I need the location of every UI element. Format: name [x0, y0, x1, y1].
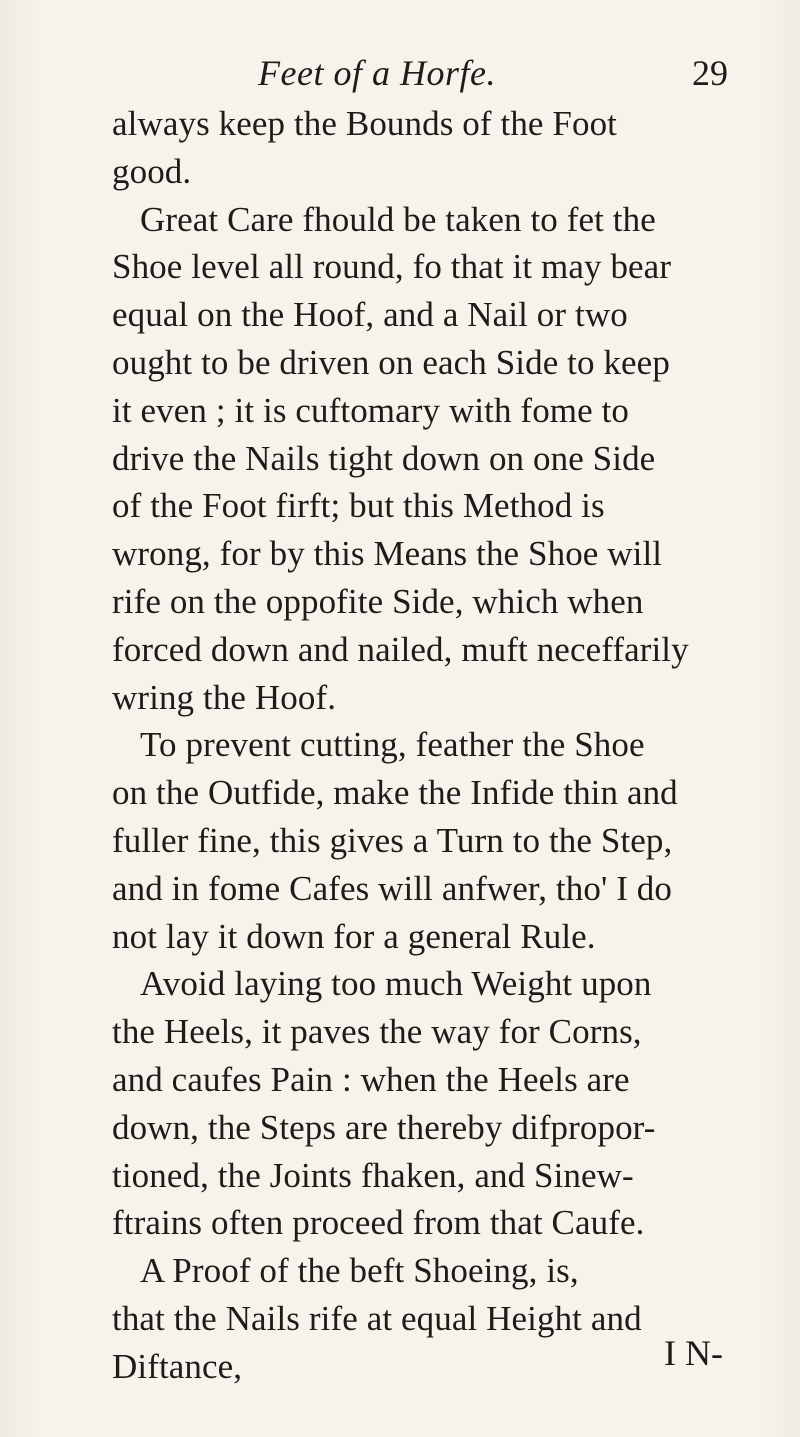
text-line: and in fome Cafes will anfwer, tho' I do: [112, 868, 673, 908]
paragraph-start-line: Avoid laying too much Weight upon: [140, 964, 652, 1004]
paragraph-start-line: Great Care fhould be taken to fet the: [140, 199, 656, 239]
text-line: that the Nails rife at equal Height and: [112, 1298, 642, 1338]
text-line: wring the Hoof.: [112, 677, 337, 717]
page-header: [258, 52, 728, 98]
body-text: [112, 100, 720, 1391]
catchword: I N-: [664, 1333, 723, 1373]
text-line: on the Outfide, make the Infide thin and: [112, 773, 678, 813]
text-line: not lay it down for a general Rule.: [112, 916, 596, 956]
page-number: 29: [692, 53, 728, 93]
text-line: fuller fine, this gives a Turn to the Step,: [112, 820, 673, 860]
paragraph-start-line: To prevent cutting, feather the Shoe: [140, 725, 645, 765]
text-line: ftrains often proceed from that Caufe.: [112, 1203, 645, 1243]
text-line: the Heels, it paves the way for Corns,: [112, 1012, 642, 1052]
text-line: drive the Nails tight down on one Side: [112, 438, 656, 478]
text-line: always keep the Bounds of the Foot: [112, 104, 617, 143]
text-line: of the Foot firft; but this Method is: [112, 486, 605, 526]
text-line: it even ; it is cuftomary with fome to: [112, 390, 630, 430]
text-line: ought to be driven on each Side to keep: [112, 342, 670, 382]
text-line: equal on the Hoof, and a Nail or two: [112, 295, 628, 335]
text-line: forced down and nailed, muft neceffarily: [112, 629, 689, 669]
running-title: Feet of a Horfe.: [258, 53, 496, 93]
text-line: down, the Steps are thereby difpropor-: [112, 1107, 656, 1147]
text-line: good.: [112, 151, 192, 191]
text-line: Diftance,: [112, 1346, 243, 1386]
text-line: wrong, for by this Means the Shoe will: [112, 534, 663, 574]
text-line: tioned, the Joints fhaken, and Sinew-: [112, 1155, 634, 1195]
paragraph-start-line: A Proof of the beft Shoeing, is,: [140, 1251, 579, 1291]
text-line: Shoe level all round, fo that it may bear: [112, 247, 672, 287]
text-line: rife on the oppofite Side, which when: [112, 581, 644, 621]
text-line: and caufes Pain : when the Heels are: [112, 1059, 630, 1099]
